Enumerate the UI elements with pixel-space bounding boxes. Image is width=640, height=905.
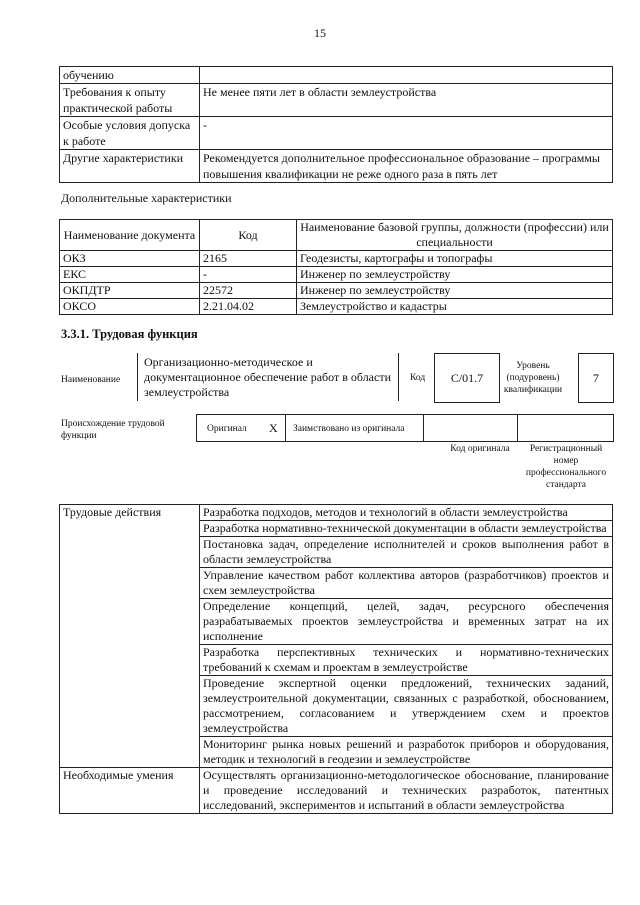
additional-characteristics-title: Дополнительные характеристики bbox=[61, 191, 232, 205]
table-cell: ОКСО bbox=[60, 299, 200, 315]
table-cell: ОКПДТР bbox=[60, 283, 200, 299]
table-cell: 2165 bbox=[200, 251, 297, 267]
table-cell-value: - bbox=[200, 117, 613, 150]
table-cell-label: обучению bbox=[60, 67, 200, 84]
labor-action: Определение концепций, целей, задач, ресурсного обеспечения разрабатываемых проектов землеустройства и временных затрат на их исполнение bbox=[200, 599, 613, 645]
column-header: Наименование документа bbox=[60, 220, 200, 251]
table-cell: Инженер по землеустройству bbox=[297, 283, 613, 299]
borrowed-label: Заимствовано из оригинала bbox=[293, 424, 405, 434]
labor-action: Разработка нормативно-технической документации в области землеустройства bbox=[200, 521, 613, 537]
table-row bbox=[60, 283, 613, 299]
function-origin-label: Происхождение трудовой функции bbox=[61, 419, 165, 441]
column-header: Код bbox=[200, 220, 297, 251]
divider bbox=[517, 415, 518, 441]
table-cell-label: Трудовые действия bbox=[60, 505, 200, 768]
function-code-label: Код bbox=[410, 373, 426, 383]
table-cell: ЕКС bbox=[60, 267, 200, 283]
table-cell-label: Особые условия допуска к работе bbox=[60, 117, 200, 150]
labor-function-table bbox=[59, 504, 613, 814]
qualification-requirements-table bbox=[59, 66, 613, 183]
table-row bbox=[60, 84, 613, 117]
table-row bbox=[60, 251, 613, 267]
table-row bbox=[60, 67, 613, 84]
labor-action: Проведение экспертной оценки предложений, технических заданий, землеустроительной документации, связанных с разработкой, обоснованием, рассмотрением, согласованием и утверждением схем и проектов землеустройства bbox=[200, 676, 613, 737]
function-code-value: С/01.7 bbox=[434, 353, 500, 403]
table-cell-label: Необходимые умения bbox=[60, 768, 200, 814]
table-row bbox=[60, 150, 613, 183]
table-row bbox=[60, 505, 613, 521]
page-number: 15 bbox=[314, 26, 326, 40]
table-cell: ОКЗ bbox=[60, 251, 200, 267]
table-cell-value: Не менее пяти лет в области землеустройства bbox=[200, 84, 613, 117]
table-cell: Землеустройство и кадастры bbox=[297, 299, 613, 315]
original-code-caption: Код оригинала bbox=[450, 444, 510, 454]
original-mark: X bbox=[269, 421, 278, 435]
required-skill: Осуществлять организационно-методологическое обоснование, планирование и проведение исследований и технических разработок, патентных исследований, экспериментов и испытаний в области землеустройства bbox=[200, 768, 613, 814]
divider bbox=[423, 415, 424, 441]
labor-action: Разработка подходов, методов и технологий в области землеустройства bbox=[200, 505, 613, 521]
table-cell-value: Рекомендуется дополнительное профессиональное образование – программы повышения квалификации не реже одного раза в пять лет bbox=[200, 150, 613, 183]
table-header-row bbox=[60, 220, 613, 251]
labor-action: Мониторинг рынка новых решений и разработок приборов и оборудования, методик и технологий в геодезии и землеустройстве bbox=[200, 737, 613, 768]
registration-number-caption: Регистрационный номер профессионального стандарта bbox=[525, 444, 607, 490]
column-header: Наименование базовой группы, должности (профессии) или специальности bbox=[297, 220, 613, 251]
function-name-value: Организационно-методическое и документационное обеспечение работ в области землеустройства bbox=[144, 355, 392, 399]
table-cell: Инженер по землеустройству bbox=[297, 267, 613, 283]
qualification-level-label: Уровень (подуровень) квалификации bbox=[503, 361, 563, 395]
divider bbox=[285, 415, 286, 441]
table-cell: - bbox=[200, 267, 297, 283]
section-title: 3.3.1. Трудовая функция bbox=[61, 327, 198, 341]
table-cell: Геодезисты, картографы и топографы bbox=[297, 251, 613, 267]
table-row bbox=[60, 768, 613, 814]
function-name-box bbox=[137, 353, 399, 401]
table-cell-label: Требования к опыту практической работы bbox=[60, 84, 200, 117]
table-row bbox=[60, 299, 613, 315]
original-label: Оригинал bbox=[207, 424, 247, 434]
table-row bbox=[60, 267, 613, 283]
function-name-label: Наименование bbox=[61, 375, 121, 385]
qualification-level-value: 7 bbox=[578, 353, 614, 403]
labor-action: Управление качеством работ коллектива авторов (разработчиков) проектов и схем землеустройства bbox=[200, 568, 613, 599]
table-cell-value bbox=[200, 67, 613, 84]
labor-action: Разработка перспективных технических и нормативно-технических требований к схемам и проектам в землеустройстве bbox=[200, 645, 613, 676]
table-cell: 22572 bbox=[200, 283, 297, 299]
labor-action: Постановка задач, определение исполнителей и сроков выполнения работ в области землеустройства bbox=[200, 537, 613, 568]
origin-row bbox=[196, 414, 614, 442]
table-cell: 2.21.04.02 bbox=[200, 299, 297, 315]
table-row bbox=[60, 117, 613, 150]
additional-characteristics-table bbox=[59, 219, 613, 315]
table-cell-label: Другие характеристики bbox=[60, 150, 200, 183]
